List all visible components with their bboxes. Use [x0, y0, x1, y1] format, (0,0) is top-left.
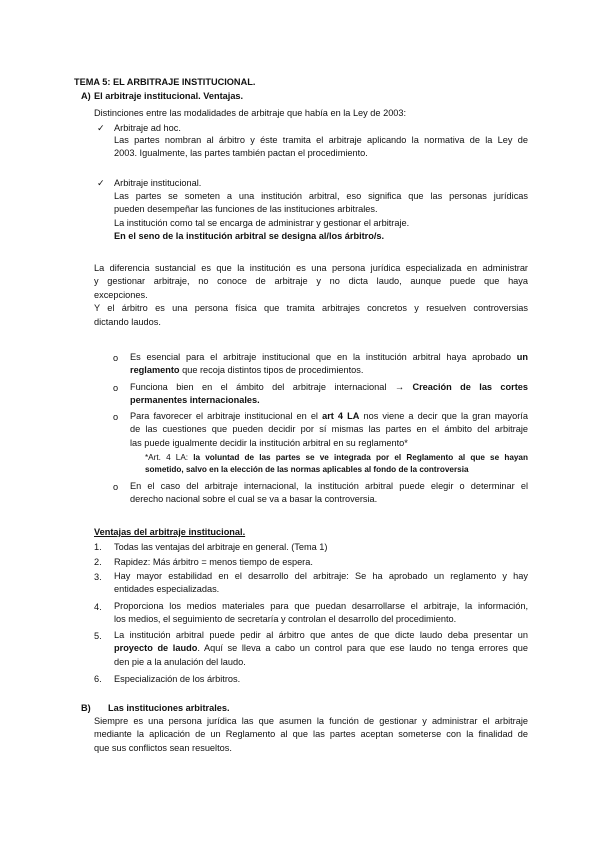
bullet-4-line-2: derecho nacional sobre el cual se va a basar la controversia. — [130, 494, 378, 505]
section-b-line-2: mediante la aplicación de un Reglamento al que las partes aceptan someterse con la finalidad de — [94, 729, 528, 740]
bullet-3 — [130, 410, 528, 450]
bullet-3-line-2: de las cuestiones que pueden decidir por sí mismas las partes en el ámbito del arbitraje — [130, 424, 528, 435]
ventaja-5-line-3: den pie a la anulación del laudo. — [114, 656, 246, 667]
section-a-heading: El arbitraje institucional. Ventajas. — [94, 91, 244, 101]
bullet-2-bold-b: permanentes internacionales. — [130, 395, 260, 406]
ventaja-2: Rapidez: Más árbitro = menos tiempo de espera. — [114, 557, 313, 567]
difference-paragraph — [94, 262, 528, 329]
quote-bold-b: sometido, salvo en la elección de las normas aplicables al fondo de la controversia — [145, 465, 469, 474]
bullet-marker: o — [113, 383, 119, 393]
difference-line-4: Y el árbitro es una persona física que tramita arbitrajes concretos y resuelven controversias — [94, 303, 528, 314]
ventaja-number: 5. — [94, 631, 102, 641]
ventaja-number: 1. — [94, 542, 102, 552]
section-a-marker: A) — [81, 91, 91, 101]
bullet-3-line-3: las puede igualmente decidir la institución arbitral en su reglamento* — [130, 437, 408, 448]
quote-bold-a: la voluntad de las partes se ve integrada por el Reglamento al que se hayan — [193, 453, 528, 462]
bullet-2-bold-a: Creación de las cortes — [412, 382, 529, 392]
bullet-2-text: Funciona bien en el ámbito del arbitraje internacional — [130, 382, 387, 392]
ventaja-number: 3. — [94, 572, 102, 582]
ventaja-3-line-1: Hay mayor estabilidad en el desarrollo del arbitraje: Se ha aprobado un reglamento y hay — [114, 571, 528, 581]
institucional-line-2: pueden desempeñar las funciones de las instituciones arbitrales. — [114, 204, 378, 215]
section-b-line-3: que sus conflictos sean resueltos. — [94, 742, 232, 753]
bullet-marker: o — [113, 412, 119, 422]
ventaja-5-post: . Aquí se lleva a cabo un control para que ese laudo no tenga errores que — [197, 643, 528, 654]
section-b-heading: Las instituciones arbitrales. — [108, 703, 230, 713]
bullet-marker: o — [113, 353, 119, 363]
arrow-icon: → — [394, 382, 405, 392]
ventaja-3-line-2: entidades especializadas. — [114, 584, 220, 595]
page-title: TEMA 5: EL ARBITRAJE INSTITUCIONAL. — [74, 77, 256, 87]
bullet-3-post: nos viene a decir que la gran mayoría — [363, 411, 528, 421]
ventaja-4-line-1: Proporciona los medios materiales para que puedan desarrollarse el arbitraje, la información, — [114, 601, 528, 611]
institucional-label: Arbitraje institucional. — [114, 178, 202, 188]
bullet-4-line-1: En el caso del arbitraje internacional, la institución arbitral puede elegir o determinar el — [130, 481, 528, 491]
bullet-3-text: Para favorecer el arbitraje institucional en el — [130, 411, 318, 421]
section-b-line-1: Siempre es una persona jurídica las que asumen la función de gestionar y administrar el arbitraje — [94, 716, 528, 726]
adhoc-label: Arbitraje ad hoc. — [114, 123, 181, 133]
difference-line-1: La diferencia sustancial es que la institución es una persona jurídica especializada en administrar — [94, 263, 528, 273]
bullet-1-post: que recoja distintos tipos de procedimientos. — [182, 365, 364, 376]
difference-line-5: dictando laudos. — [94, 316, 161, 327]
ventaja-6: Especialización de los árbitros. — [114, 674, 241, 684]
bullet-1 — [130, 351, 528, 378]
section-a-intro: Distinciones entre las modalidades de arbitraje que había en la Ley de 2003: — [94, 108, 407, 118]
ventajas-heading: Ventajas del arbitraje institucional. — [94, 527, 246, 537]
ventaja-4 — [114, 600, 528, 627]
bullet-1-bold-end: un — [516, 352, 528, 362]
ventaja-number: 6. — [94, 674, 102, 684]
bullet-4 — [130, 480, 528, 507]
ventaja-5 — [114, 629, 528, 669]
ventaja-1: Todas las ventajas del arbitraje en general. (Tema 1) — [114, 542, 328, 552]
ventaja-5-line-1: La institución arbitral puede pedir al árbitro que antes de que dicte laudo deba presentar un — [114, 630, 528, 640]
difference-line-2: y gestionar arbitraje, no conoce de arbitraje y no dicta laudo, aunque puede que haya — [94, 276, 528, 287]
adhoc-line-2: 2003. Igualmente, las partes también pactan el procedimiento. — [114, 148, 368, 159]
institucional-paragraph — [114, 190, 528, 244]
check-icon: ✓ — [97, 123, 105, 133]
check-icon: ✓ — [97, 178, 105, 188]
bullet-1-bold-start: reglamento — [130, 365, 180, 376]
institucional-line-1: Las partes se someten a una institución arbitral, eso significa que las personas jurídicas — [114, 191, 528, 201]
institucional-line-3: La institución como tal se encarga de administrar y gestionar el arbitraje. — [114, 217, 410, 228]
difference-line-3: excepciones. — [94, 289, 148, 300]
art4-quote — [145, 452, 528, 476]
ventaja-number: 2. — [94, 557, 102, 567]
section-b-paragraph — [94, 715, 528, 755]
ventaja-number: 4. — [94, 602, 102, 612]
quote-ref: *Art. 4 LA: — [145, 453, 189, 462]
adhoc-paragraph — [114, 134, 528, 161]
ventaja-5-bold: proyecto de laudo — [114, 643, 198, 654]
bullet-1-text: Es esencial para el arbitraje institucional que en la institución arbitral haya aprobado — [130, 352, 511, 362]
adhoc-line-1: Las partes nombran al árbitro y éste tramita el arbitraje aplicando la normativa de la Ley de — [114, 135, 528, 145]
section-b-marker: B) — [81, 703, 91, 713]
bullet-3-bold: art 4 LA — [322, 411, 360, 421]
bullet-2 — [130, 381, 528, 408]
ventaja-3 — [114, 570, 528, 597]
bullet-marker: o — [113, 482, 119, 492]
ventaja-4-line-2: los medios, el seguimiento de secretaría y controlan el desarrollo del procedimiento. — [114, 614, 457, 625]
institucional-bold-line: En el seno de la institución arbitral se designa al/los árbitro/s. — [114, 231, 385, 242]
